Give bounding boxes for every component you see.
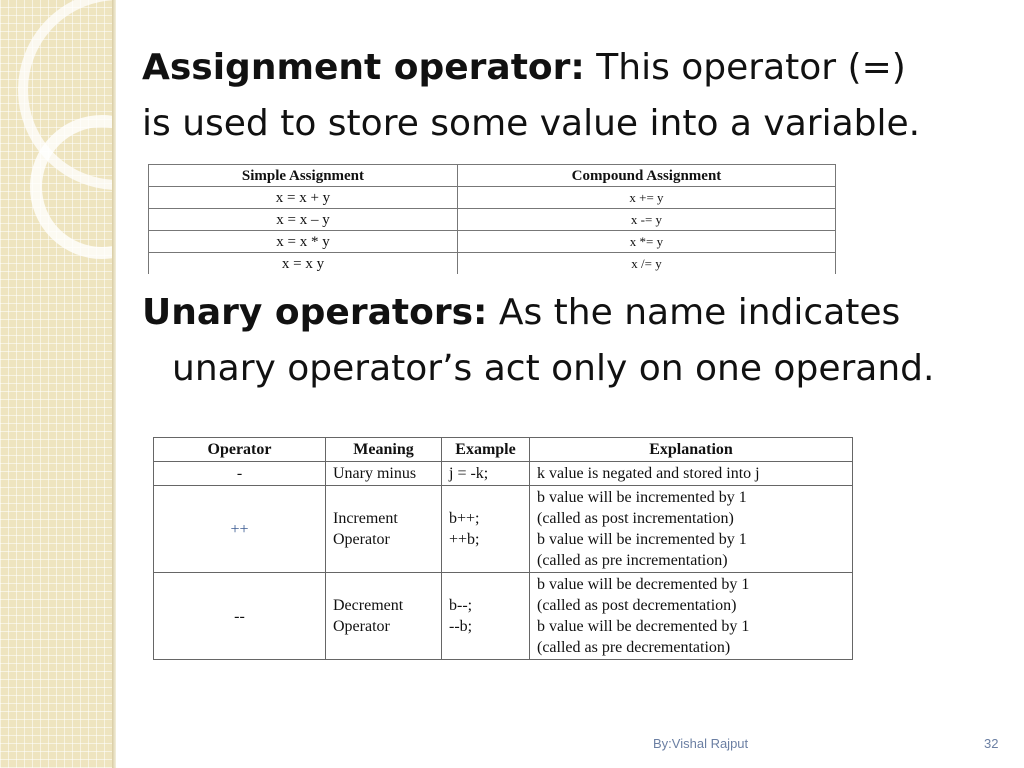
operator-cell: -- xyxy=(154,573,326,660)
header-explanation: Explanation xyxy=(530,438,853,462)
page-number: 32 xyxy=(984,736,999,751)
header-compound-assignment: Compound Assignment xyxy=(457,165,835,187)
unary-title: Unary operators: xyxy=(142,292,488,333)
explanation-cell xyxy=(530,486,853,573)
compound-assignment-cell: x *= y xyxy=(457,231,835,253)
header-operator: Operator xyxy=(154,438,326,462)
operator-cell: ++ xyxy=(154,486,326,573)
assignment-text-line1: This operator (=) xyxy=(584,47,906,88)
example-line: ++b; xyxy=(449,531,480,548)
meaning-cell xyxy=(326,462,442,486)
simple-assignment-cell: x = x + y xyxy=(149,187,458,209)
explanation-line: k value is negated and stored into j xyxy=(537,465,760,482)
example-line: --b; xyxy=(449,618,473,635)
operator-cell: - xyxy=(154,462,326,486)
example-cell xyxy=(442,486,530,573)
unary-heading xyxy=(142,285,992,397)
compound-assignment-cell: x += y xyxy=(457,187,835,209)
table-row xyxy=(149,187,836,209)
explanation-cell xyxy=(530,573,853,660)
meaning-line: Increment xyxy=(333,510,398,527)
explanation-cell xyxy=(530,462,853,486)
header-meaning: Meaning xyxy=(326,438,442,462)
explanation-line: b value will be decremented by 1 xyxy=(537,576,750,593)
assignment-heading xyxy=(142,40,972,152)
compound-assignment-cell: x -= y xyxy=(457,209,835,231)
decorative-side-panel xyxy=(0,0,112,768)
example-line: b--; xyxy=(449,597,473,614)
compound-assignment-cell: x /= y xyxy=(457,253,835,275)
explanation-line: (called as post decrementation) xyxy=(537,597,737,614)
unary-text-line1: As the name indicates xyxy=(487,292,901,333)
example-cell xyxy=(442,462,530,486)
unary-table-header-row xyxy=(154,438,853,462)
explanation-line: (called as pre incrementation) xyxy=(537,552,728,569)
meaning-cell xyxy=(326,573,442,660)
simple-assignment-cell: x = x * y xyxy=(149,231,458,253)
assignment-table xyxy=(148,164,836,274)
table-row xyxy=(149,209,836,231)
explanation-line: (called as pre decrementation) xyxy=(537,639,731,656)
header-example: Example xyxy=(442,438,530,462)
assignment-text-line2: is used to store some value into a variable. xyxy=(142,103,921,144)
simple-assignment-cell: x = x – y xyxy=(149,209,458,231)
unary-operators-table xyxy=(153,437,853,660)
header-simple-assignment: Simple Assignment xyxy=(149,165,458,187)
table-row xyxy=(154,462,853,486)
side-panel-edge xyxy=(112,0,116,768)
explanation-line: b value will be incremented by 1 xyxy=(537,531,747,548)
unary-text-line2: unary operator’s act only on one operand. xyxy=(172,348,935,389)
table-row xyxy=(154,486,853,573)
footer-author: By:Vishal Rajput xyxy=(653,736,749,751)
meaning-line: Operator xyxy=(333,618,390,635)
table-row xyxy=(154,573,853,660)
meaning-cell xyxy=(326,486,442,573)
meaning-line: Operator xyxy=(333,531,390,548)
assignment-title: Assignment operator: xyxy=(142,47,585,88)
explanation-line: b value will be decremented by 1 xyxy=(537,618,750,635)
example-line: j = -k; xyxy=(449,465,489,482)
meaning-line: Unary minus xyxy=(333,465,417,482)
example-line: b++; xyxy=(449,510,480,527)
explanation-line: b value will be incremented by 1 xyxy=(537,489,747,506)
explanation-line: (called as post incrementation) xyxy=(537,510,734,527)
example-cell xyxy=(442,573,530,660)
table-row xyxy=(149,253,836,275)
simple-assignment-cell: x = x y xyxy=(149,253,458,275)
meaning-line: Decrement xyxy=(333,597,404,614)
assignment-table-header-row xyxy=(149,165,836,187)
table-row xyxy=(149,231,836,253)
